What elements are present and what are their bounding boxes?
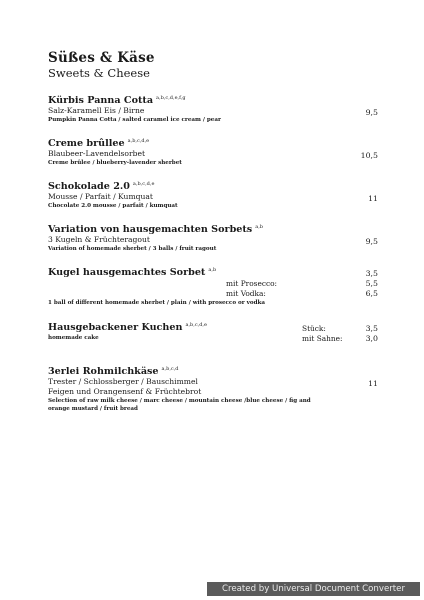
item-description-en: Pumpkin Panna Cotta / salted caramel ice cream / pear bbox=[48, 117, 221, 123]
item-name bbox=[48, 138, 378, 149]
item-description: 3 Kugeln & Früchteragout bbox=[48, 235, 150, 244]
item-description-en: 1 ball of different homemade sherbet / plain / with prosecco or vodka bbox=[48, 300, 266, 306]
item-name-text: 3erlei Rohmilchkäse bbox=[48, 366, 159, 377]
allergen-codes: a,b,c,d,e,f,g bbox=[156, 95, 186, 101]
menu-item bbox=[48, 224, 378, 253]
menu-item bbox=[48, 95, 378, 124]
item-price: 9,5 bbox=[365, 237, 378, 246]
option-label: mit Sahne: bbox=[302, 334, 343, 343]
item-price: 9,5 bbox=[365, 108, 378, 117]
item-description: Salz-Karamell Eis / Birne bbox=[48, 106, 145, 115]
item-name bbox=[48, 95, 378, 106]
allergen-codes: a,b bbox=[208, 267, 217, 273]
item-description-en: Variation of homemade sherbet / 3 balls / fruit ragout bbox=[48, 246, 217, 252]
option-price: 5,5 bbox=[365, 279, 378, 288]
menu-item bbox=[48, 322, 378, 342]
option-price: 3,0 bbox=[365, 334, 378, 343]
option-label: Stück: bbox=[302, 324, 326, 333]
item-description-en: Creme brûlee / blueberry-lavender sherbet bbox=[48, 160, 182, 166]
option-label: mit Prosecco: bbox=[226, 279, 278, 288]
item-name-text: Kürbis Panna Cotta bbox=[48, 95, 154, 106]
allergen-codes: a,b bbox=[255, 224, 263, 230]
item-description-en: Chocolate 2.0 mousse / parfait / kumquat bbox=[48, 203, 178, 209]
item-name bbox=[48, 267, 378, 278]
section-subtitle: Sweets & Cheese bbox=[48, 66, 150, 80]
section-title: Süßes & Käse bbox=[48, 50, 155, 66]
option-price: 6,5 bbox=[365, 289, 378, 298]
menu-item bbox=[48, 138, 378, 167]
item-price: 11 bbox=[368, 194, 378, 203]
allergen-codes: a,b,c,d,e bbox=[132, 181, 155, 187]
allergen-codes: a,b,c,d bbox=[161, 366, 179, 372]
item-description: Blaubeer-Lavendelsorbet bbox=[48, 149, 146, 158]
item-description-en-line2: orange mustard / fruit bread bbox=[48, 406, 138, 412]
item-description-en: homemade cake bbox=[48, 335, 99, 341]
menu-item bbox=[48, 181, 378, 210]
item-name bbox=[48, 224, 378, 235]
item-name-text: Creme brûllee bbox=[48, 138, 125, 149]
item-name-text: Hausgebackener Kuchen bbox=[48, 322, 183, 333]
watermark-banner: Created by Universal Document Converter bbox=[207, 582, 420, 596]
item-description: Mousse / Parfait / Kumquat bbox=[48, 192, 153, 201]
menu-item bbox=[48, 267, 378, 306]
option-price: 3,5 bbox=[365, 324, 378, 333]
item-price: 10,5 bbox=[360, 151, 378, 160]
item-price: 3,5 bbox=[365, 269, 378, 278]
item-name-text: Variation von hausgemachten Sorbets bbox=[48, 224, 253, 235]
item-name bbox=[48, 181, 378, 192]
allergen-codes: a,b,c,d,e bbox=[127, 138, 150, 144]
allergen-codes: a,b,c,d,e bbox=[185, 322, 207, 328]
menu-item bbox=[48, 366, 378, 413]
item-name bbox=[48, 322, 378, 333]
item-name bbox=[48, 366, 378, 377]
item-description: Trester / Schlossberger / Bauschimmel bbox=[48, 377, 198, 386]
item-price: 11 bbox=[368, 379, 378, 388]
item-name-text: Schokolade 2.0 bbox=[48, 181, 130, 192]
option-label: mit Vodka: bbox=[226, 289, 266, 298]
item-description-en: Selection of raw milk cheese / marc cheese / mountain cheese /blue cheese / fig and bbox=[48, 398, 311, 404]
item-name-text: Kugel hausgemachtes Sorbet bbox=[48, 267, 206, 278]
item-description-line2: Feigen und Orangensenf & Früchtebrot bbox=[48, 387, 202, 396]
